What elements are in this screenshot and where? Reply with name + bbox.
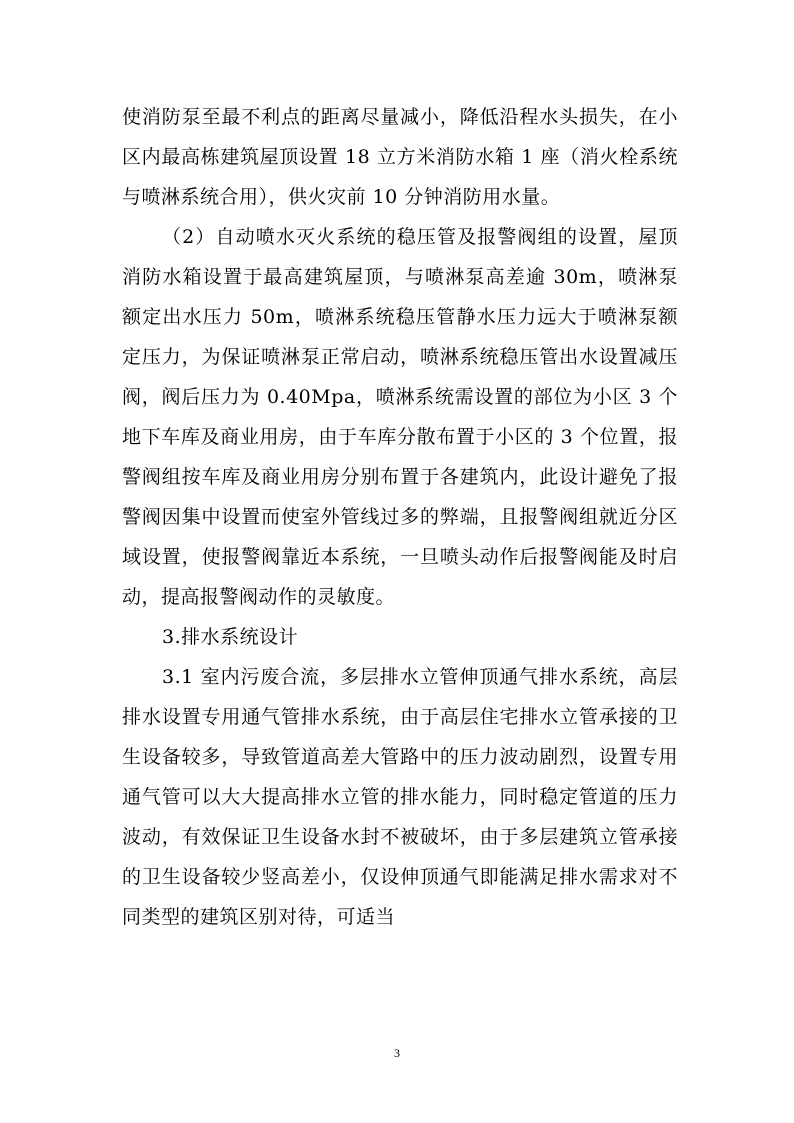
paragraph-sprinkler-system: （2）自动喷水灭火系统的稳压管及报警阀组的设置，屋顶消防水箱设置于最高建筑屋顶，与喷淋泵高差逾 30m，喷淋泵额定出水压力 50m，喷淋系统稳压管静水压力远大于喷淋泵额定压力，为保证喷淋泵正常启动，喷淋系统稳压管出水设置减压阀，阀后压力为 0.40Mpa，喷淋系统需设置的部位为小区 3 个地下车库及商业用房，由于车库分散布置于小区的 3 个位置，报警阀组按车库及商业用房分别布置于各建筑内，此设计避免了报警阀因集中设置而使室外管线过多的弊端，且报警阀组就近分区域设置，使报警阀靠近本系统，一旦喷头动作后报警阀能及时启动，提高报警阀动作的灵敏度。 xyxy=(122,226,678,608)
paragraph-fire-pump: 使消防泵至最不利点的距离尽量减小，降低沿程水头损失，在小区内最高栋建筑屋顶设置 18 立方米消防水箱 1 座（消火栓系统与喷淋系统合用），供火灾前 10 分钟消防用水量。 xyxy=(122,106,678,208)
paragraph-indoor-drainage: 3.1 室内污废合流，多层排水立管伸顶通气排水系统，高层排水设置专用通气管排水系统，由于高层住宅排水立管承接的卫生设备较多，导致管道高差大管路中的压力波动剧烈，设置专用通气管可以大大提高排水立管的排水能力，同时稳定管道的压力波动，有效保证卫生设备水封不被破坏，由于多层建筑立管承接的卫生设备较少竖高差小，仅设伸顶通气即能满足排水需求对不同类型的建筑区别对待，可适当 xyxy=(122,666,678,928)
body-text xyxy=(122,97,678,937)
section-heading-drainage: 3.排水系统设计 xyxy=(162,626,299,648)
page-number: 3 xyxy=(394,1046,400,1060)
